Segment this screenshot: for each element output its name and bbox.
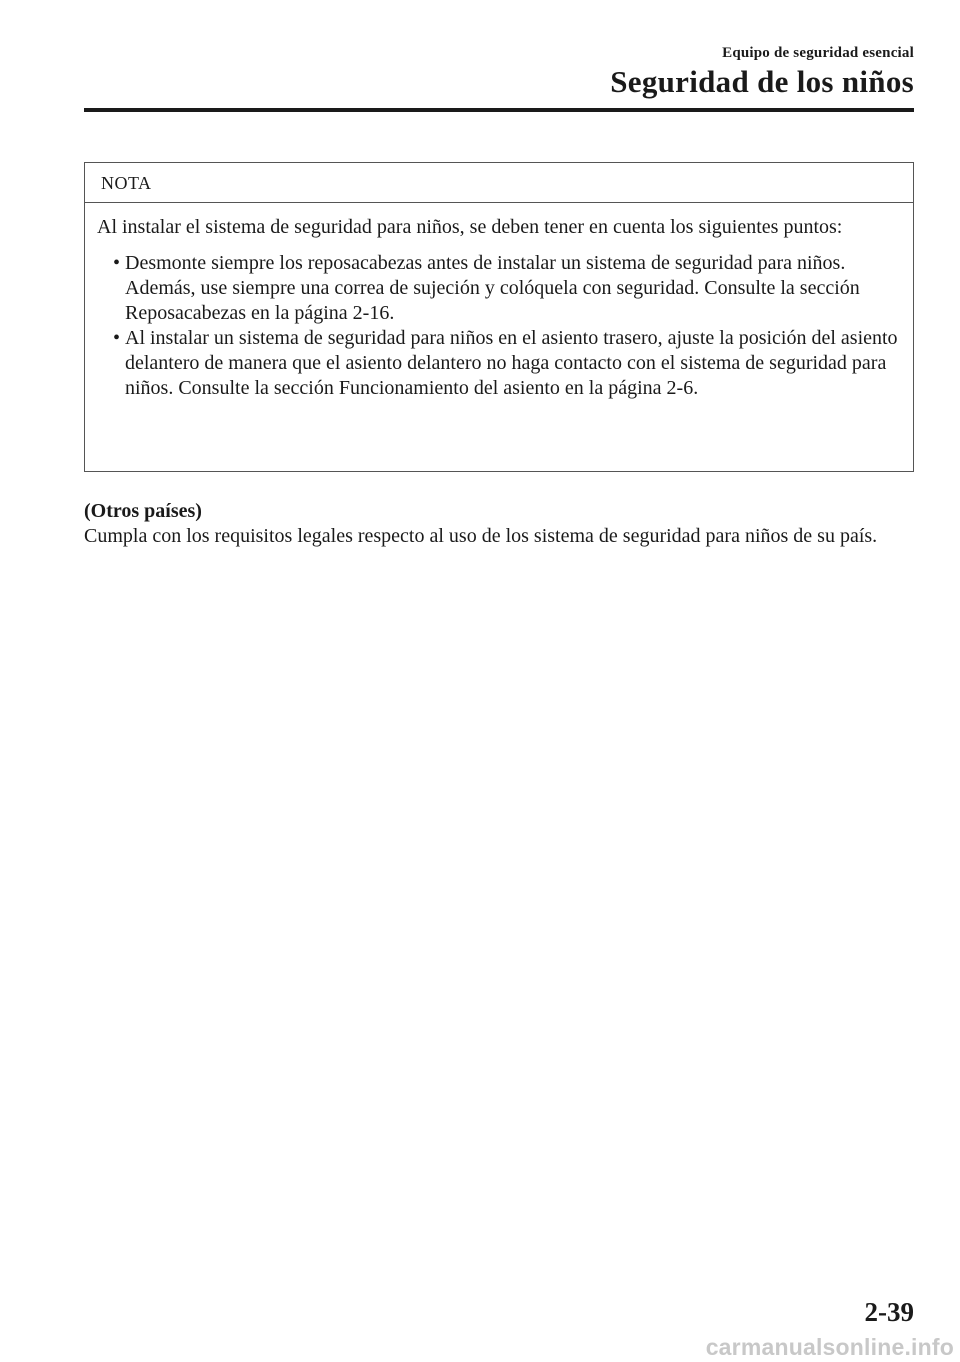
page-header xyxy=(610,44,914,100)
list-item xyxy=(97,326,901,401)
section-title: Seguridad de los niños xyxy=(610,64,914,99)
note-intro: Al instalar el sistema de seguridad para niños, se deben tener en cuenta los siguientes puntos: xyxy=(97,216,843,238)
note-box xyxy=(84,162,914,472)
section-heading: (Otros países) xyxy=(84,500,202,522)
list-item-text: Al instalar un sistema de seguridad para niños en el asiento trasero, ajuste la posición del asiento delantero de manera que el asiento delantero no haga contacto con el sistema de seguridad para niños. Consulte la sección Funcionamiento del asiento en la página 2-6. xyxy=(125,327,898,399)
other-countries-section xyxy=(84,499,914,549)
header-divider xyxy=(84,108,914,112)
bullet-icon: • xyxy=(113,327,121,349)
page-number: 2-39 xyxy=(864,1297,914,1327)
list-item-text: Desmonte siempre los reposacabezas antes de instalar un sistema de seguridad para niños. Además, use siempre una correa de sujeción y colóquela con seguridad. Consulte la sección Reposacabezas en la página 2-16. xyxy=(125,252,860,324)
watermark-logo: carmanualsonline.info xyxy=(705,1334,954,1360)
bullet-icon: • xyxy=(113,252,121,274)
note-label: NOTA xyxy=(85,163,913,203)
note-body xyxy=(85,203,913,401)
list-item xyxy=(97,251,901,326)
chapter-title: Equipo de seguridad esencial xyxy=(722,45,914,61)
note-list xyxy=(97,251,901,401)
section-text: Cumpla con los requisitos legales respecto al uso de los sistema de seguridad para niños de su país. xyxy=(84,525,878,547)
